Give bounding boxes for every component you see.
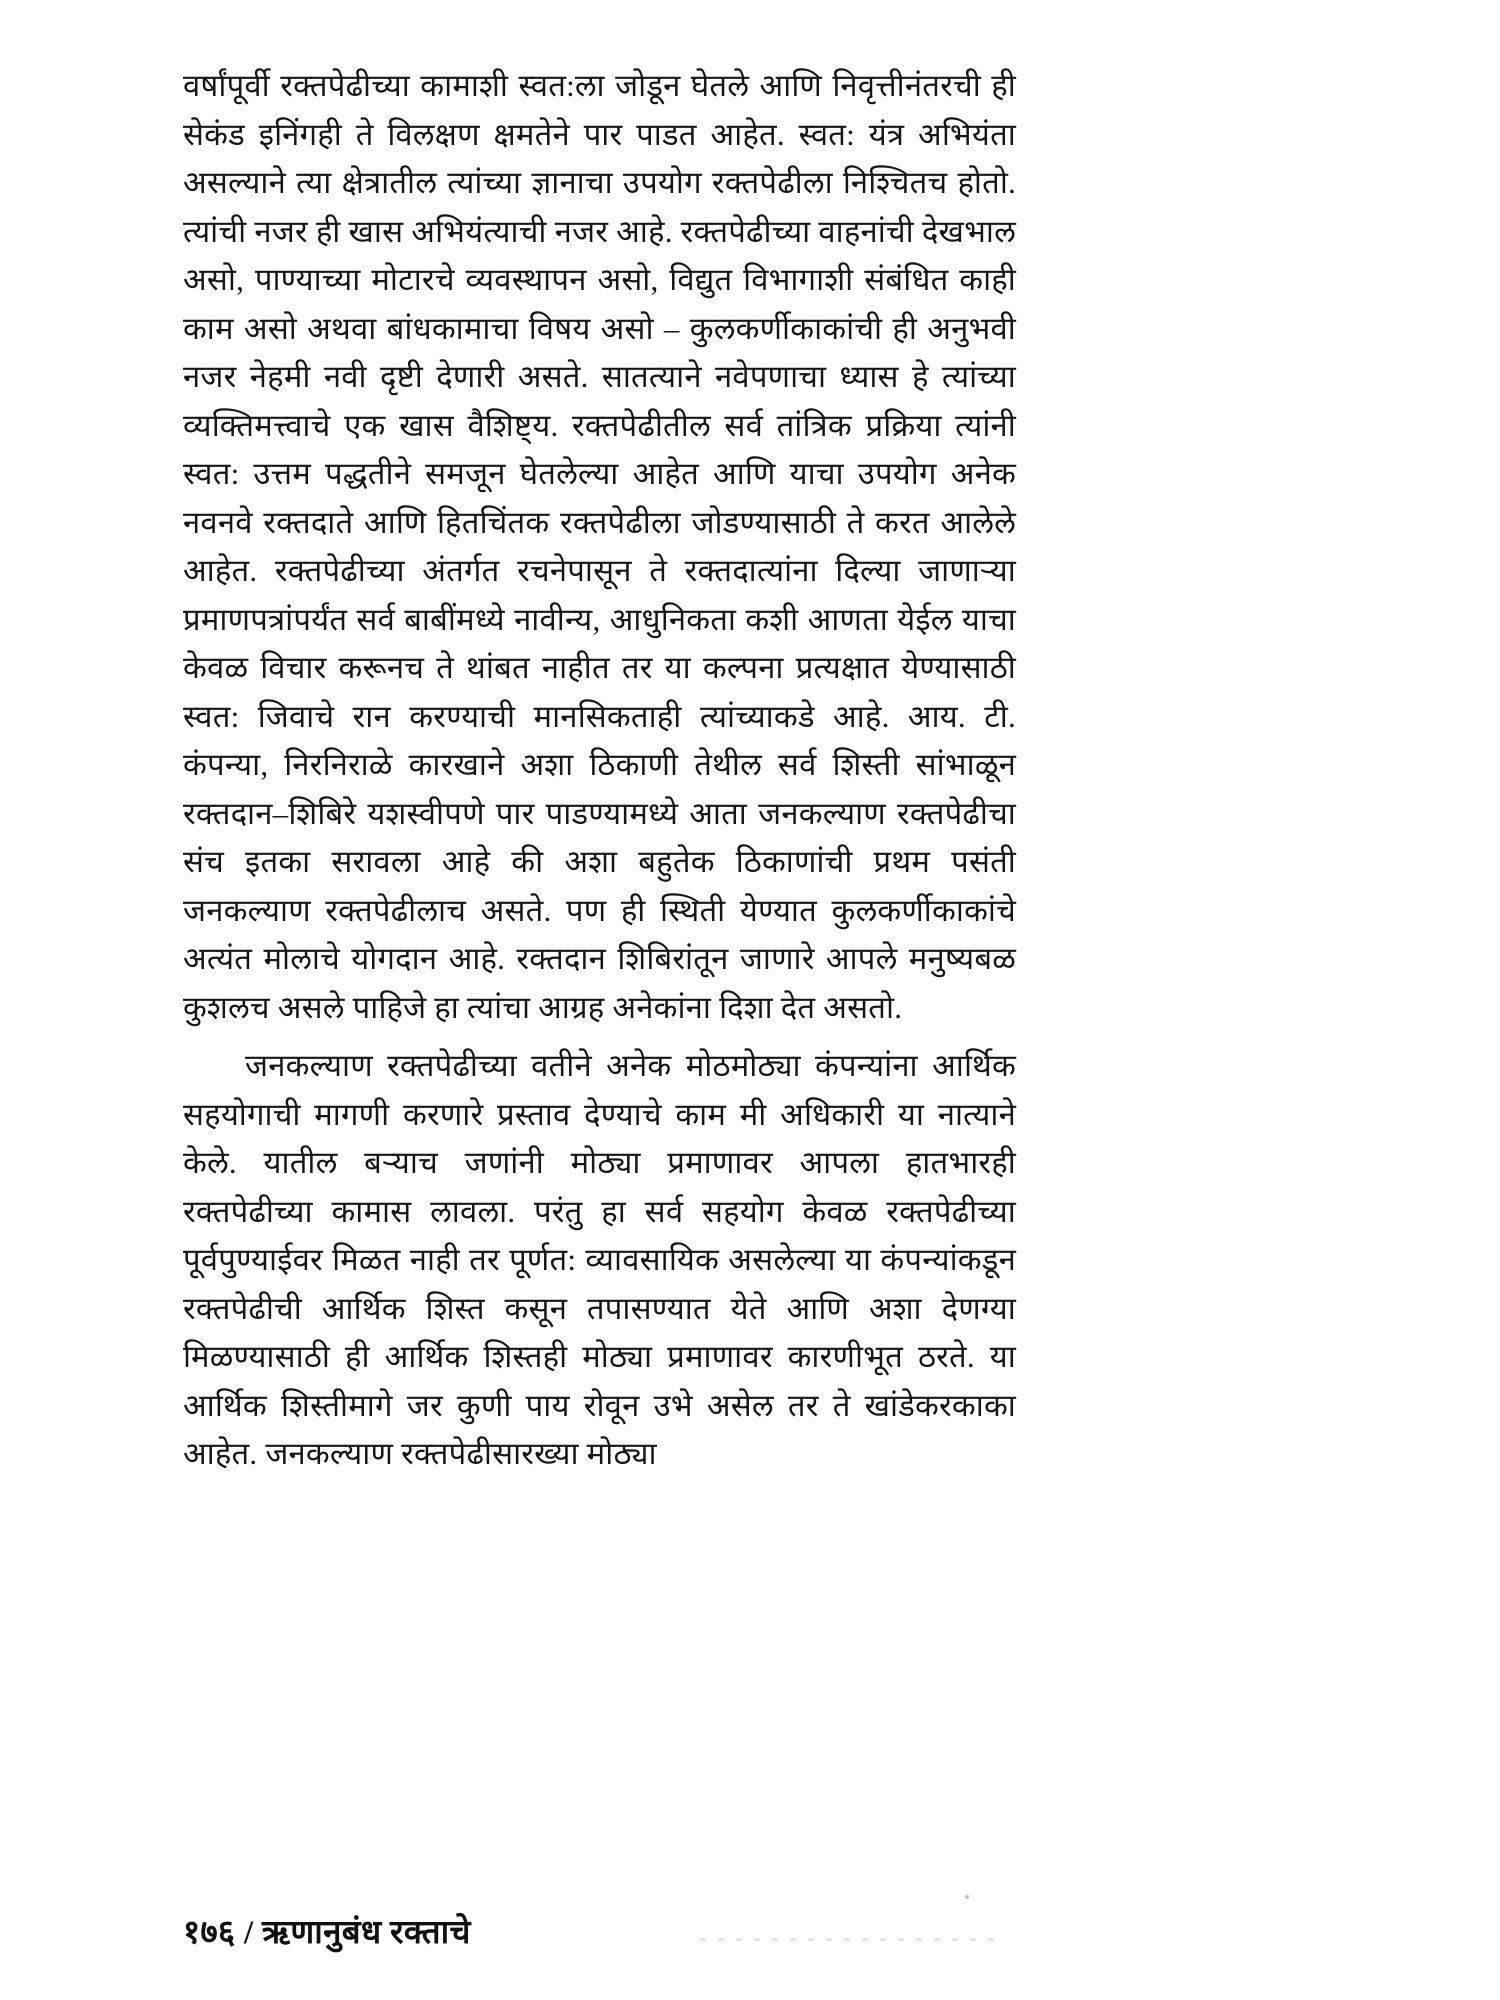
- body-paragraph: वर्षांपूर्वी रक्तपेढीच्या कामाशी स्वत:ला जोडून घेतले आणि निवृत्तीनंतरची ही सेकंड इनिंगही ते विलक्षण क्षमतेने पार पाडत आहेत. स्वत: यंत्र अभियंता असल्याने त्या क्षेत्रातील त्यांच्या ज्ञानाचा उपयोग रक्तपेढीला निश्चितच होतो. त्यांची नजर ही खास अभियंत्याची नजर आहे. रक्तपेढीच्या वाहनांची देखभाल असो, पाण्याच्या मोटारचे व्यवस्थापन असो, विद्युत विभागाशी संबंधित काही काम असो अथवा बांधकामाचा विषय असो – कुलकर्णीकाकांची ही अनुभवी नजर नेहमी नवी दृष्टी देणारी असते. सातत्याने नवेपणाचा ध्यास हे त्यांच्या व्यक्तिमत्त्वाचे एक खास वैशिष्ट्य. रक्तपेढीतील सर्व तांत्रिक प्रक्रिया त्यांनी स्वत: उत्तम पद्धतीने समजून घेतलेल्या आहेत आणि याचा उपयोग अनेक नवनवे रक्तदाते आणि हितचिंतक रक्तपेढीला जोडण्यासाठी ते करत आलेले आहेत. रक्तपेढीच्या अंतर्गत रचनेपासून ते रक्तदात्यांना दिल्या जाणाऱ्या प्रमाणपत्रांपर्यंत सर्व बाबींमध्ये नावीन्य, आधुनिकता कशी आणता येईल याचा केवळ विचार करूनच ते थांबत नाहीत तर या कल्पना प्रत्यक्षात येण्यासाठी स्वत: जिवाचे रान करण्याची मानसिकताही त्यांच्याकडे आहे. आय. टी. कंपन्या, निरनिराळे कारखाने अशा ठिकाणी तेथील सर्व शिस्ती सांभाळून रक्तदान–शिबिरे यशस्वीपणे पार पाडण्यामध्ये आता जनकल्याण रक्तपेढीचा संच इतका सरावला आहे की अशा बहुतेक ठिकाणांची प्रथम पसंती जनकल्याण रक्तपेढीलाच असते. पण ही स्थिती येण्यात कुलकर्णीकाकांचे अत्यंत मोलाचे योगदान आहे. रक्तदान शिबिरांतून जाणारे आपले मनुष्यबळ कुशलच असले पाहिजे हा त्यांचा आग्रह अनेकांना दिशा देत असतो.: [183, 68, 1016, 1025]
- scan-artifact: [965, 1895, 969, 1899]
- scan-artifact: [700, 1938, 1000, 1941]
- book-title: ऋणानुबंध रक्ताचे: [261, 1915, 471, 1951]
- page-number: १७६: [183, 1915, 236, 1951]
- footer-separator: /: [235, 1915, 262, 1951]
- body-paragraph: जनकल्याण रक्तपेढीच्या वतीने अनेक मोठमोठ्या कंपन्यांना आर्थिक सहयोगाची मागणी करणारे प्रस्ताव देण्याचे काम मी अधिकारी या नात्याने केले. यातील बऱ्याच जणांनी मोठ्या प्रमाणावर आपला हातभारही रक्तपेढीच्या कामास लावला. परंतु हा सर्व सहयोग केवळ रक्तपेढीच्या पूर्वपुण्याईवर मिळत नाही तर पूर्णत: व्यावसायिक असलेल्या या कंपन्यांकडून रक्तपेढीची आर्थिक शिस्त कसून तपासण्यात येते आणि अशा देणग्या मिळण्यासाठी ही आर्थिक शिस्तही मोठ्या प्रमाणावर कारणीभूत ठरते. या आर्थिक शिस्तीमागे जर कुणी पाय रोवून उभे असेल तर ते खांडेकरकाका आहेत. जनकल्याण रक्तपेढीसारख्या मोठ्या: [183, 1048, 1016, 1471]
- page-text-block: [183, 62, 1016, 1479]
- page-footer: [183, 1908, 471, 1953]
